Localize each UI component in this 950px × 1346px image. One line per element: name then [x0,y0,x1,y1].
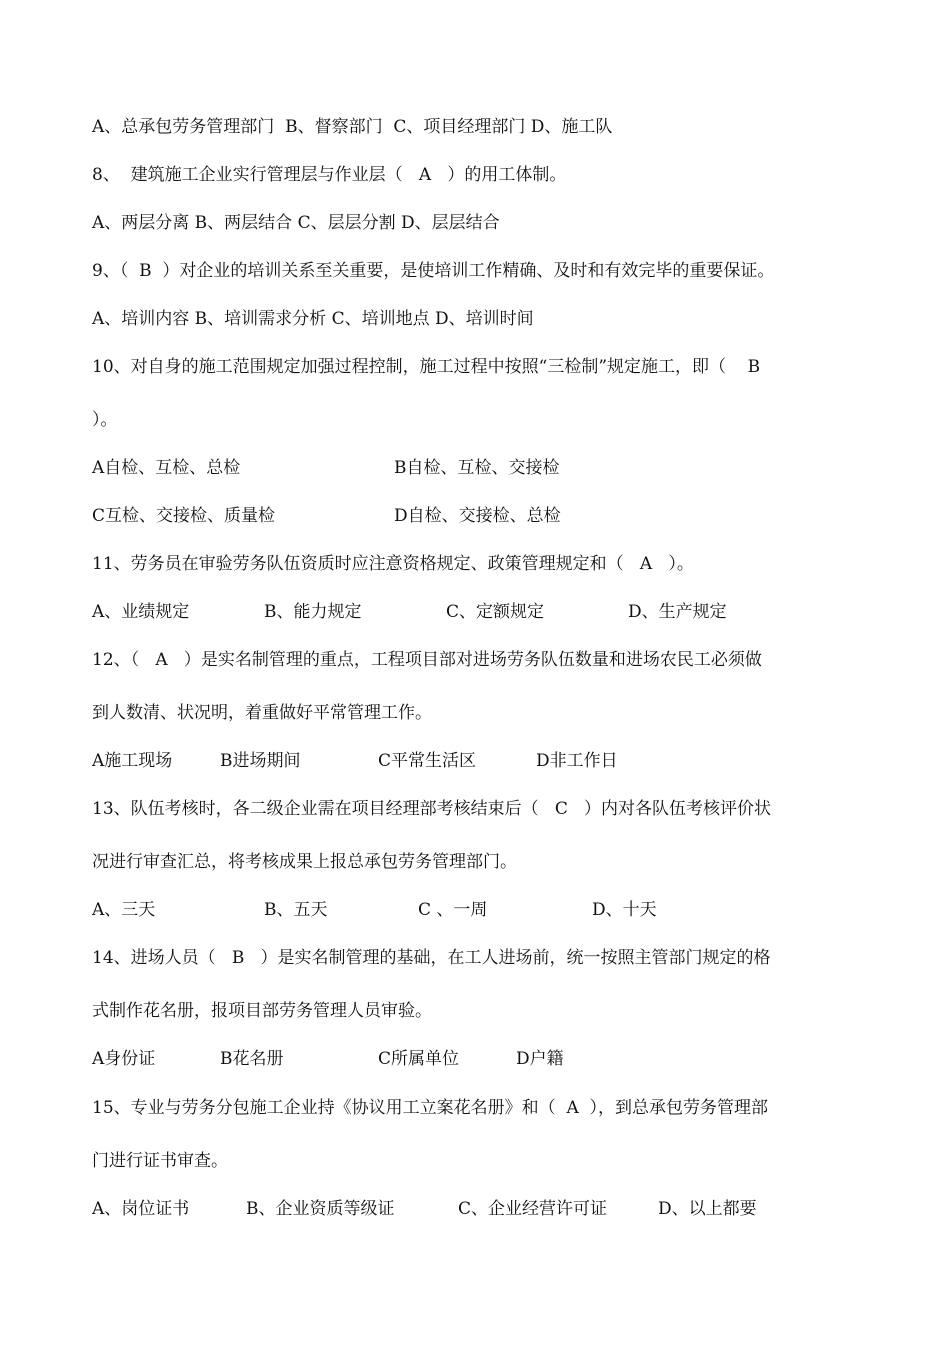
q14-option-c: C所属单位 [378,1049,460,1069]
q13-option-a: A、三天 [92,900,156,920]
q12-option-c: C平常生活区 [378,751,477,771]
q10-option-c: C互检、交接检、质量检 [92,506,276,526]
q10-option-a: A自检、互检、总检 [92,458,241,478]
q14-option-b: B花名册 [220,1049,284,1069]
q14-option-a: A身份证 [92,1049,156,1069]
q12-option-b: B进场期间 [220,751,301,771]
q14-option-d: D户籍 [516,1049,564,1069]
q13-option-c: C 、一周 [418,900,488,920]
q11-option-b: B、能力规定 [264,602,362,622]
q12-question-line2: 到人数清、状况明，着重做好平常管理工作。 [92,703,432,723]
q10-question-line1: 10、对自身的施工范围规定加强过程控制，施工过程中按照“三检制”规定施工，即（ B [92,357,761,377]
q15-option-c: C、企业经营许可证 [458,1199,608,1219]
q15-question-line2: 门进行证书审查。 [92,1151,228,1171]
q12-question-line1: 12、（ A ）是实名制管理的重点，工程项目部对进场劳务队伍数量和进场农民工必须做 [92,650,762,670]
q10-option-d: D自检、交接检、总检 [394,506,561,526]
q11-option-a: A、业绩规定 [92,602,190,622]
q13-question-line2: 况进行审查汇总，将考核成果上报总承包劳务管理部门。 [92,852,517,872]
q7-options-line: A、总承包劳务管理部门 B、督察部门 C、项目经理部门 D、施工队 [92,117,613,137]
q13-option-b: B、五天 [264,900,328,920]
q12-option-a: A施工现场 [92,751,173,771]
q15-option-d: D、以上都要 [658,1199,757,1219]
q14-question-line1: 14、进场人员（ B ）是实名制管理的基础，在工人进场前，统一按照主管部门规定的格 [92,948,771,968]
q13-question-line1: 13、队伍考核时，各二级企业需在项目经理部考核结束后（ C ）内对各队伍考核评价状 [92,799,772,819]
q11-option-c: C、定额规定 [446,602,545,622]
q12-option-d: D非工作日 [536,751,618,771]
q11-question: 11、劳务员在审验劳务队伍资质时应注意资格规定、政策管理规定和（ A ）。 [92,554,694,574]
q10-question-line2: ）。 [92,410,118,430]
q10-option-b: B自检、互检、交接检 [394,458,560,478]
q9-question: 9、（ B ）对企业的培训关系至关重要，是使培训工作精确、及时和有效完毕的重要保证。 [92,261,775,281]
q15-option-b: B、企业资质等级证 [246,1199,395,1219]
q14-question-line2: 式制作花名册，报项目部劳务管理人员审验。 [92,1001,432,1021]
q13-option-d: D、十天 [592,900,657,920]
q11-option-d: D、生产规定 [628,602,727,622]
q8-options-line: A、两层分离 B、两层结合 C、层层分割 D、层层结合 [92,213,500,233]
q15-question-line1: 15、专业与劳务分包施工企业持《协议用工立案花名册》和（ A ），到总承包劳务管理部 [92,1098,769,1118]
q8-question: 8、 建筑施工企业实行管理层与作业层（ A ）的用工体制。 [92,165,567,185]
q9-options-line: A、培训内容 B、培训需求分析 C、培训地点 D、培训时间 [92,309,534,329]
q15-option-a: A、岗位证书 [92,1199,190,1219]
